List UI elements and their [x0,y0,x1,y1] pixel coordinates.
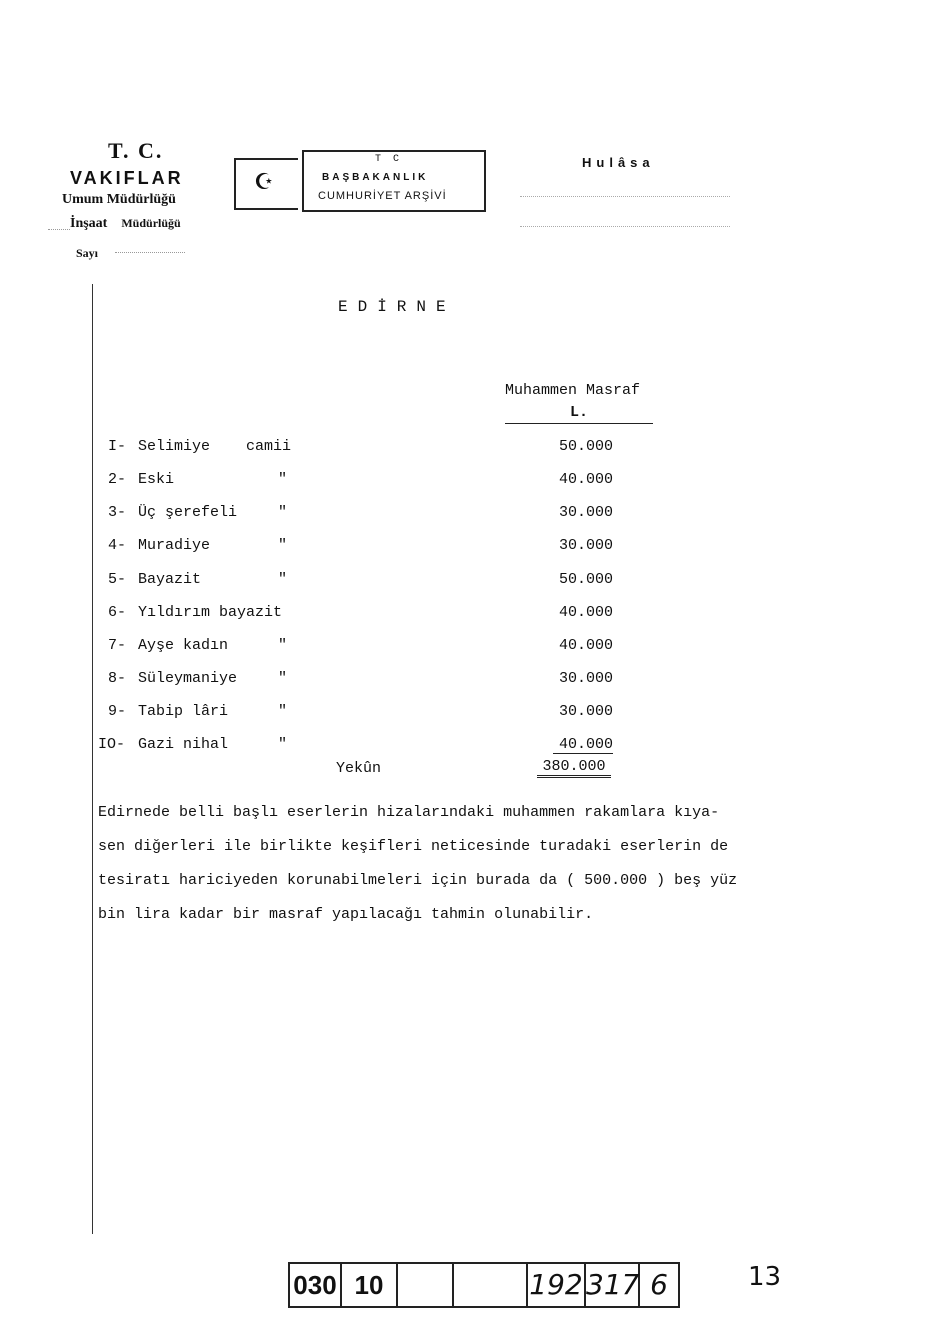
total-label: Yekûn [336,760,382,777]
row-suffix: camii [246,438,292,455]
stamp-line2: CUMHURİYET ARŞİVİ [318,190,447,202]
row-number: 4- [108,537,127,554]
margin-rule [92,284,93,1234]
row-amount: 30.000 [558,703,613,720]
row-suffix: " [278,571,288,588]
stamp-line1: BAŞBAKANLIK [322,172,429,183]
column-header-cost: Muhammen Masraf [505,382,641,399]
header-dept-suffix: Müdürlüğü [121,216,181,230]
summary-line [520,226,730,227]
table-row [108,438,628,462]
row-number: 5- [108,571,127,588]
table-row [108,703,628,727]
crescent-star-icon: ☪ [254,170,274,195]
table-row [108,637,628,661]
summary-label: Hulâsa [582,155,655,170]
paragraph-line: bin lira kadar bir masraf yapılacağı tahmin olunabilir. [98,906,594,923]
row-number: 8- [108,670,127,687]
header-org: VAKIFLAR [70,168,184,188]
archive-code-cell: 192 [528,1262,586,1308]
row-name: Yıldırım bayazit [138,604,283,621]
city-title: EDİRNE [338,298,456,316]
row-amount: 40.000 [558,471,613,488]
dotted-line [48,229,70,230]
stamp-tc: T C [375,154,403,165]
row-suffix: " [278,703,288,720]
row-amount: 40.000 [558,637,613,654]
row-amount: 40.000 [558,604,613,621]
table-row [98,736,618,760]
dotted-line [115,252,185,253]
row-number: 9- [108,703,127,720]
row-number: 3- [108,504,127,521]
header-tc: T. C. [108,138,164,163]
archive-code-cell: 030 [288,1262,342,1308]
archive-code-cell: 6 [640,1262,680,1308]
archive-code-cell: 10 [342,1262,398,1308]
row-amount: 30.000 [558,670,613,687]
header-directorate: Umum Müdürlüğü [62,192,176,207]
row-number: I- [108,438,127,455]
table-row [108,670,628,694]
row-name: Süleymaniye [138,670,238,687]
row-amount: 30.000 [558,504,613,521]
header-dept [70,216,181,232]
row-name: Selimiye [138,438,211,455]
row-name: Gazi nihal [138,736,229,753]
archive-code-cell [398,1262,454,1308]
row-suffix: " [278,471,288,488]
archive-code-cell [454,1262,528,1308]
row-amount: 30.000 [558,537,613,554]
header-dept-name: İnşaat [70,216,108,231]
table-row [108,471,628,495]
total-amount: 380.000 [537,758,611,778]
paragraph-line: tesiratı hariciyeden korunabilmeleri için burada da ( 500.000 ) beş yüz [98,872,738,889]
row-number: 6- [108,604,127,621]
row-suffix: " [278,504,288,521]
row-name: Üç şerefeli [138,504,238,521]
table-row [108,504,628,528]
row-suffix: " [278,736,288,753]
row-name: Tabip lâri [138,703,229,720]
summary-line [520,196,730,197]
column-unit: L. [505,404,653,424]
table-row [108,604,628,628]
body-paragraph [98,796,818,932]
row-number: 2- [108,471,127,488]
row-name: Ayşe kadın [138,637,229,654]
archive-code [288,1262,680,1314]
row-name: Bayazit [138,571,202,588]
header-sayi-label: Sayı [76,246,99,260]
table-row [108,537,628,561]
paragraph-line: sen diğerleri ile birlikte keşifleri neticesinde turadaki eserlerin de [98,838,729,855]
paragraph-line: Edirnede belli başlı eserlerin hizalarındaki muhammen rakamlara kıya- [98,804,720,821]
row-suffix: " [278,670,288,687]
row-name: Muradiye [138,537,211,554]
row-suffix: " [278,637,288,654]
row-number: 7- [108,637,127,654]
page-number: 13 [748,1262,782,1292]
row-amount: 50.000 [558,571,613,588]
row-name: Eski [138,471,175,488]
row-amount: 50.000 [558,438,613,455]
row-suffix: " [278,537,288,554]
archive-code-cell: 317 [586,1262,640,1308]
row-number: IO- [98,736,126,753]
row-amount: 40.000 [553,736,613,754]
table-row [108,571,628,595]
